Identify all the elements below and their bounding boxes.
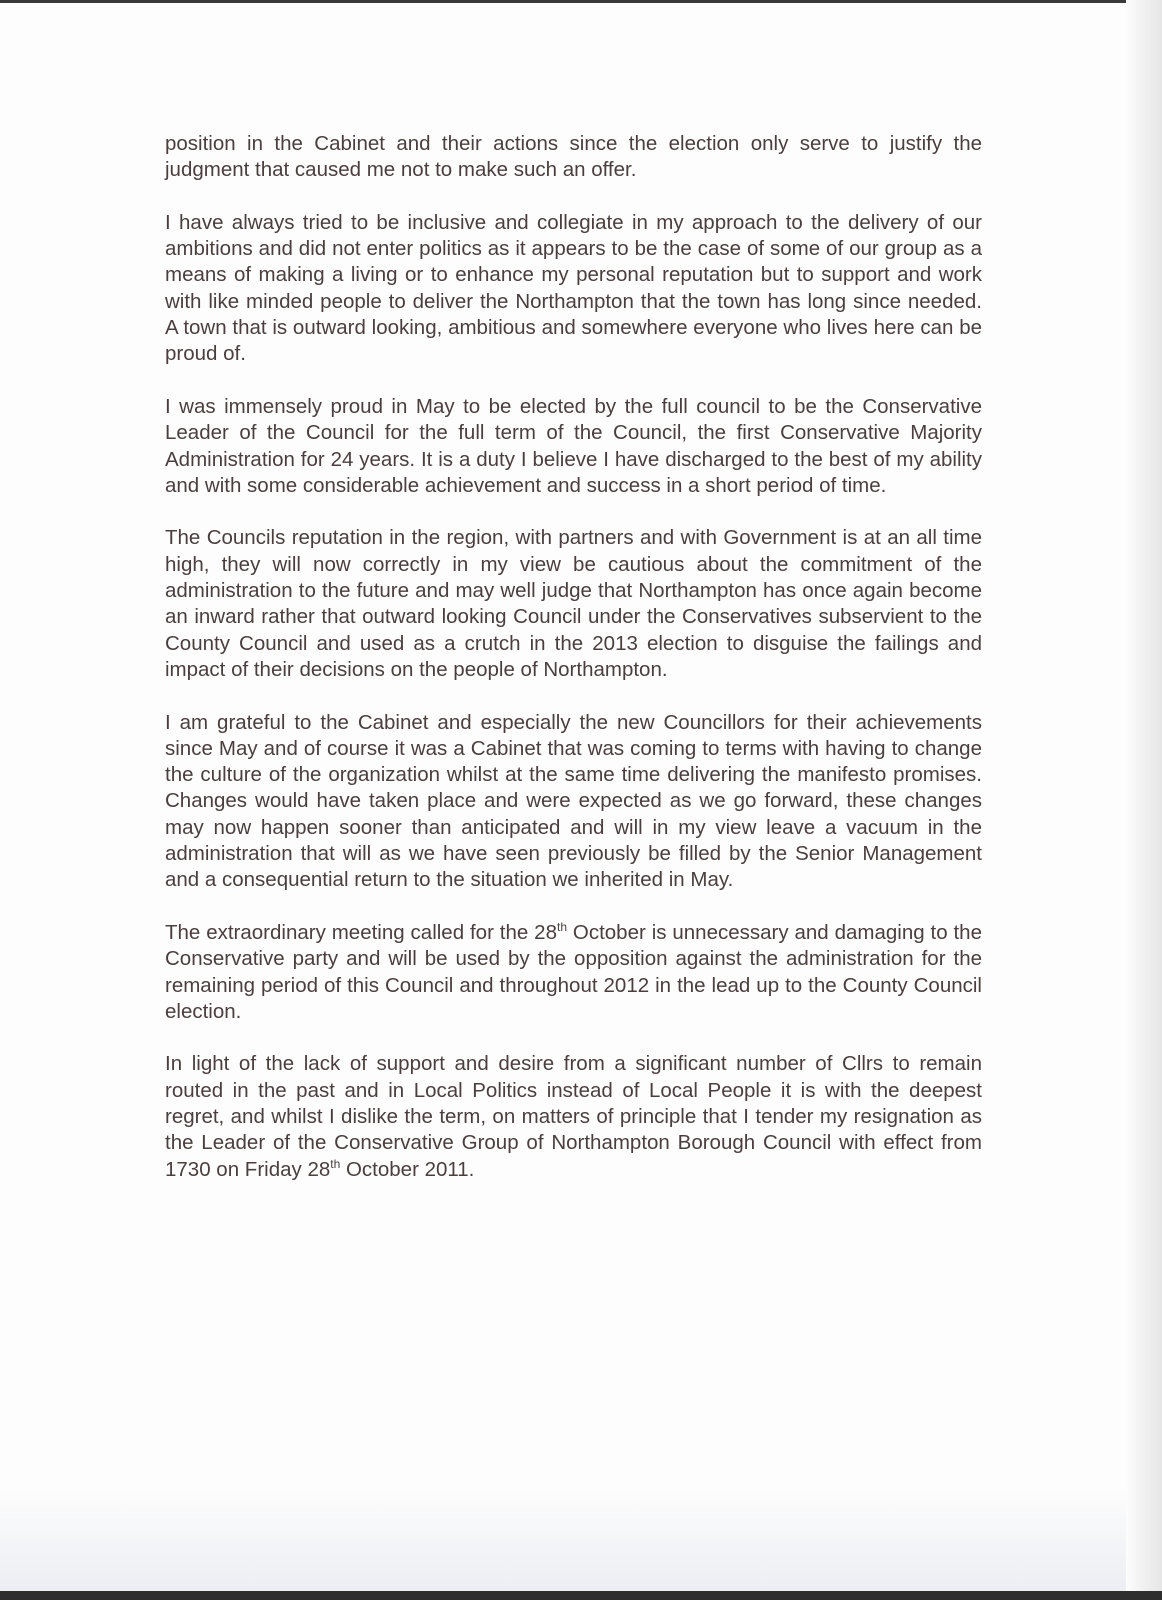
letter-body (165, 131, 982, 1209)
ordinal-suffix: th (330, 1156, 341, 1171)
paragraph-resignation (165, 1051, 982, 1182)
resignation-text-end: October 2011. (340, 1157, 475, 1181)
meeting-text-end: October is unnecessary and damaging to the Conservative party and will be used by the opposition against the administration for the remaining period of this Council and throughout 2012 in the lead up to the County Council election. (165, 920, 982, 1023)
meeting-text-start: The extraordinary meeting called for the 28 (165, 920, 557, 944)
paragraph-inclusive-approach: I have always tried to be inclusive and collegiate in my approach to the delivery of our ambitions and did not enter politics as it appears to be the case of some of our group as a means of making a living or to enhance my personal reputation but to support and work with like minded people to deliver the Northampton that the town has long since needed. A town that is outward looking, ambitious and somewhere everyone who lives here can be proud of. (165, 210, 982, 366)
scan-top-edge (0, 0, 1162, 3)
ordinal-suffix: th (556, 920, 567, 935)
scan-right-edge (1126, 0, 1162, 1600)
scan-bottom-shadow (0, 1490, 1126, 1591)
scan-bottom-edge (0, 1591, 1162, 1600)
paragraph-extraordinary-meeting (165, 920, 982, 1025)
paragraph-cabinet-gratitude: I am grateful to the Cabinet and especially the new Councillors for their achievements since May and of course it was a Cabinet that was coming to terms with having to change the culture of the organization whilst at the same time delivering the manifesto promises. Changes would have taken place and were expected as we go forward, these changes may now happen sooner than anticipated and will in my view leave a vacuum in the administration that will as we have seen previously be filled by the Senior Management and a consequential return to the situation we inherited in May. (165, 710, 982, 892)
paragraph-council-reputation: The Councils reputation in the region, with partners and with Government is at an all time high, they will now correctly in my view be cautious about the commitment of the administration to the future and may well judge that Northampton has once again become an inward rather that outward looking Council under the Conservatives subservient to the County Council and used as a crutch in the 2013 election to disguise the failings and impact of their decisions on the people of Northampton. (165, 526, 982, 681)
paragraph-cabinet-position: position in the Cabinet and their actions since the election only serve to justify the judgment that caused me not to make such an offer. (165, 132, 982, 182)
paragraph-elected-leader: I was immensely proud in May to be elected by the full council to be the Conservative Leader of the Council for the full term of the Council, the first Conservative Majority Administration for 24 years. It is a duty I believe I have discharged to the best of my ability and with some considerable achievement and success in a short period of time. (165, 394, 982, 497)
resignation-text-start: In light of the lack of support and desire from a significant number of Cllrs to remain routed in the past and in Local Politics instead of Local People it is with the deepest regret, and whilst I dislike the term, on matters of principle that I tender my resignation as the Leader of the Conservative Group of Northampton Borough Council with effect from 1730 on Friday 28 (165, 1052, 982, 1181)
